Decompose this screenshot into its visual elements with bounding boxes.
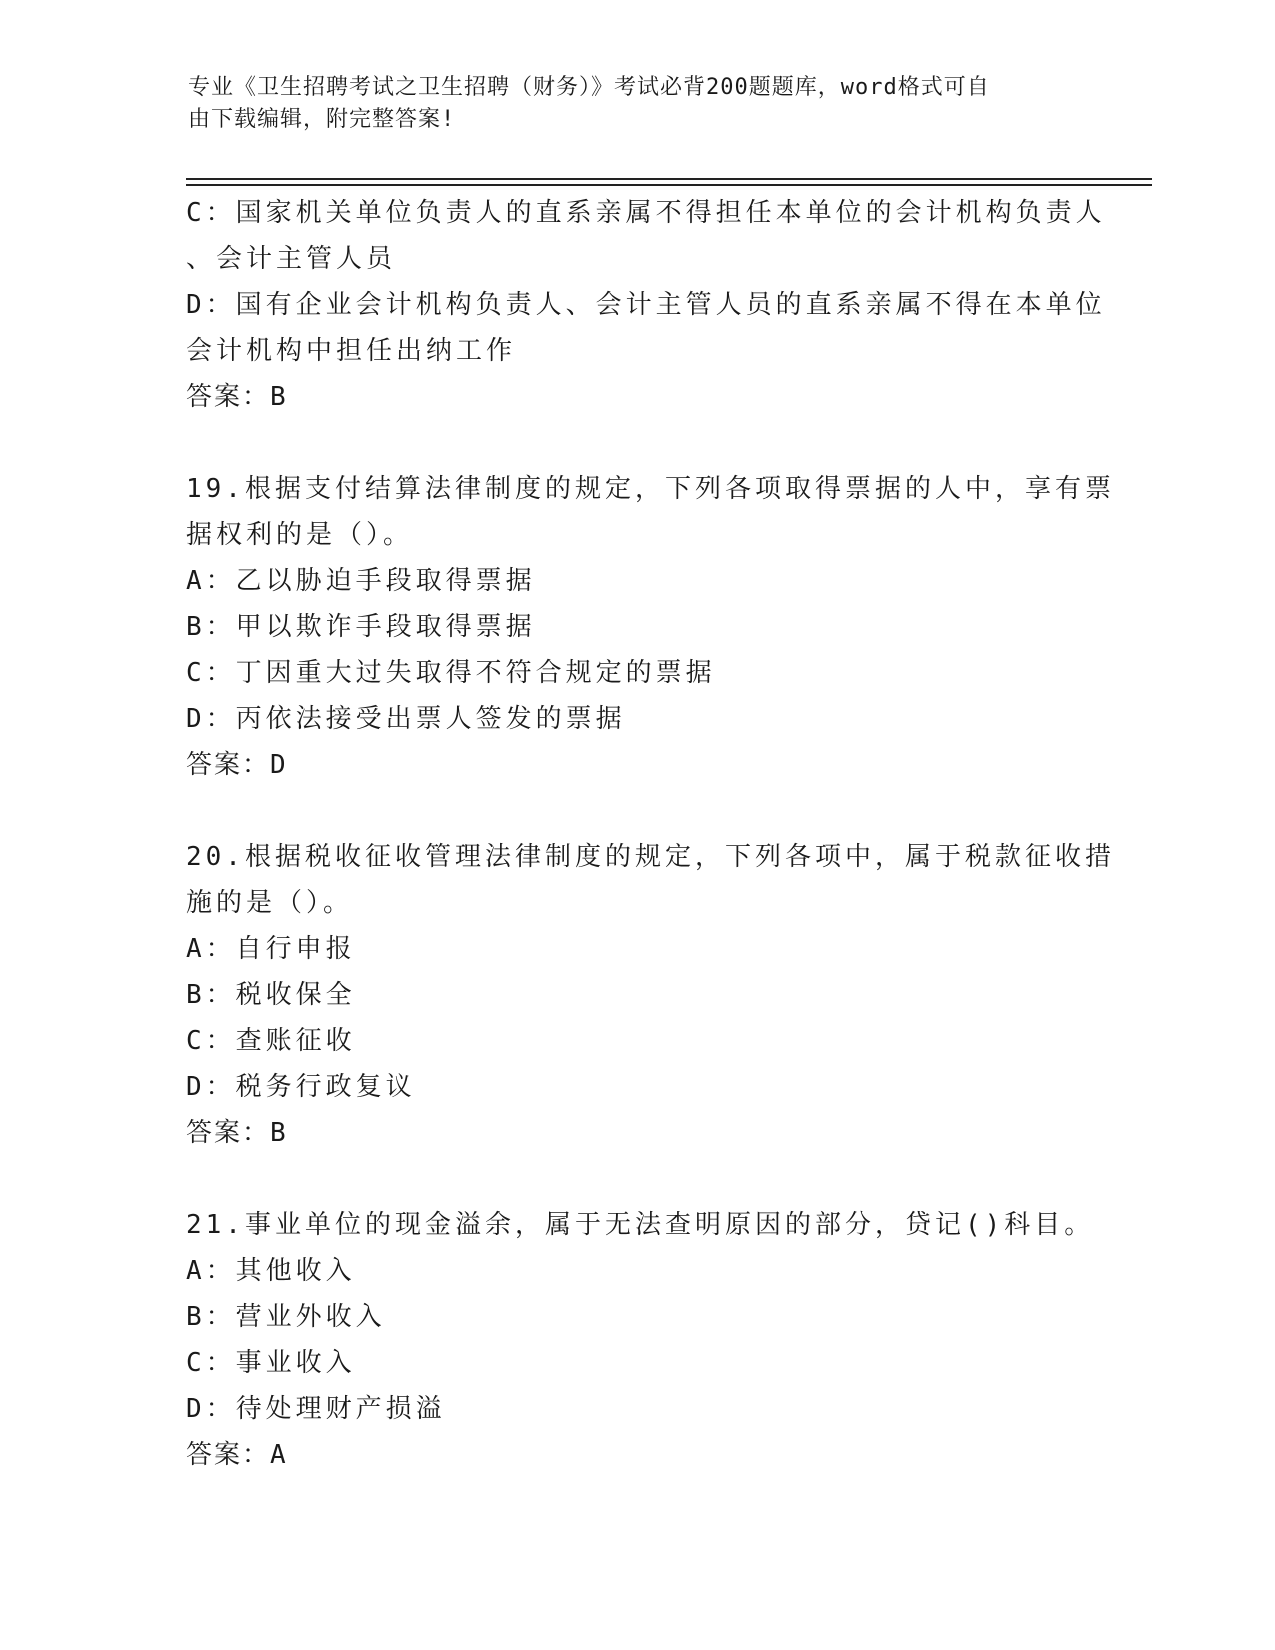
header-rule-top [186,178,1152,180]
answer: 答案：B [186,382,288,412]
option-c-line-1: C：国家机关单位负责人的直系亲属不得担任本单位的会计机构负责人 [186,198,1106,228]
option-b: B：甲以欺诈手段取得票据 [186,612,536,642]
question-stem-line-1: 21.事业单位的现金溢余，属于无法查明原因的部分，贷记()科目。 [186,1210,1095,1240]
option-c-line-2: 、会计主管人员 [186,244,397,274]
option-b: B：税收保全 [186,980,356,1010]
option-d-line-2: 会计机构中担任出纳工作 [186,336,517,366]
option-d: D：丙依法接受出票人签发的票据 [186,704,626,734]
option-b: B：营业外收入 [186,1302,386,1332]
option-c: C：事业收入 [186,1348,356,1378]
header-line-2: 由下载编辑，附完整答案! [188,107,456,132]
spacer [186,788,1086,834]
question-19 [186,466,1115,788]
question-stem-line-1: 20.根据税收征收管理法律制度的规定，下列各项中，属于税款征收措 [186,842,1115,872]
option-d: D：待处理财产损溢 [186,1394,446,1424]
answer: 答案：D [186,750,288,780]
answer: 答案：A [186,1440,288,1470]
question-21 [186,1202,1095,1478]
option-d-line-1: D：国有企业会计机构负责人、会计主管人员的直系亲属不得在本单位 [186,290,1106,320]
question-stem-line-2: 施的是（）。 [186,888,354,918]
answer: 答案：B [186,1118,288,1148]
option-c: C：丁因重大过失取得不符合规定的票据 [186,658,716,688]
spacer [186,420,1086,466]
option-d: D：税务行政复议 [186,1072,416,1102]
header-line-1: 专业《卫生招聘考试之卫生招聘（财务）》考试必背200题题库，word格式可自 [188,75,990,100]
option-a: A：其他收入 [186,1256,356,1286]
question-20 [186,834,1115,1156]
option-a: A：乙以胁迫手段取得票据 [186,566,536,596]
question-stem-line-1: 19.根据支付结算法律制度的规定，下列各项取得票据的人中，享有票 [186,474,1115,504]
question-18-tail [186,190,1106,420]
document-header [188,72,1068,136]
question-stem-line-2: 据权利的是（）。 [186,520,414,550]
document-body [186,190,1115,1478]
option-c: C：查账征收 [186,1026,356,1056]
option-a: A：自行申报 [186,934,356,964]
header-rule-bottom [186,184,1152,186]
spacer [186,1156,1086,1202]
